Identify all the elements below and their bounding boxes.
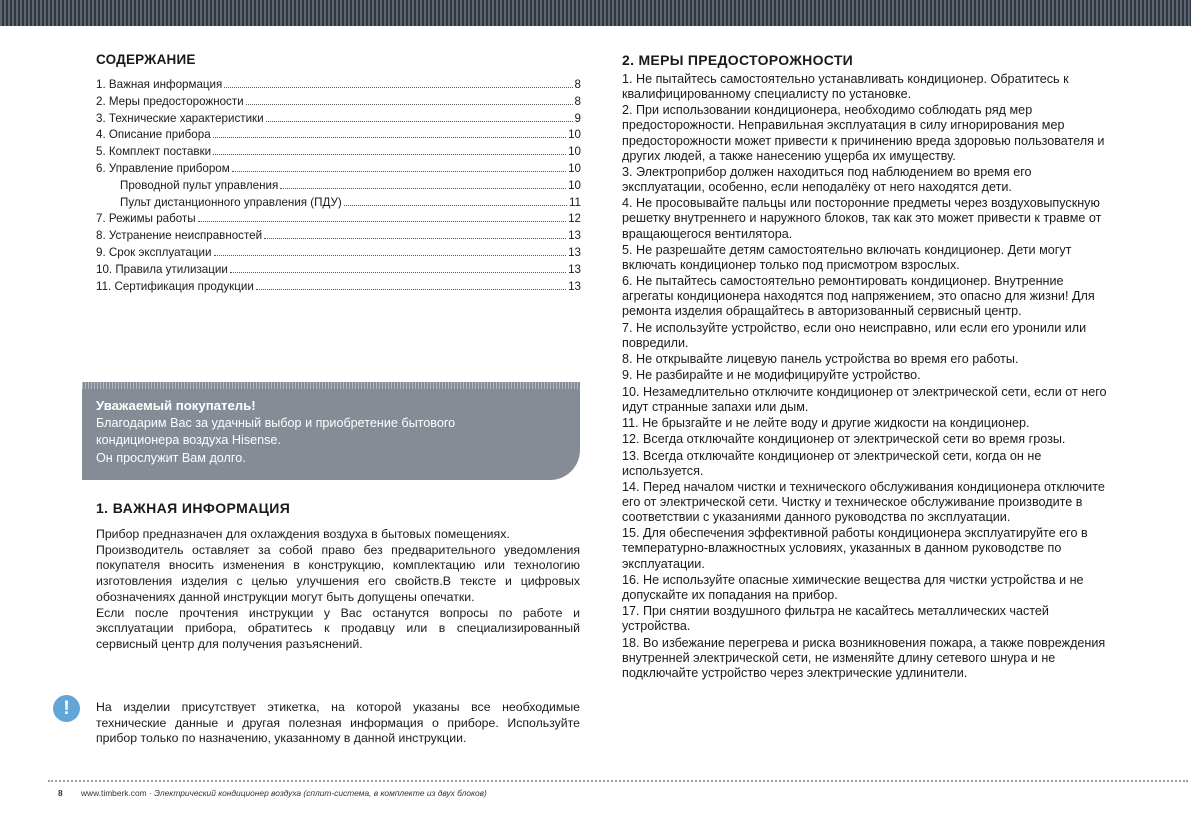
toc-item-label: Проводной пульт управления bbox=[120, 178, 279, 192]
toc-subitem[interactable] bbox=[96, 178, 581, 195]
toc-item[interactable] bbox=[96, 77, 581, 94]
section-1-body bbox=[96, 527, 580, 653]
toc-item-label: Пульт дистанционного управления (ПДУ) bbox=[120, 195, 342, 209]
precaution-item: 11. Не брызгайте и не лейте воду и другие жидкости на кондиционер. bbox=[622, 415, 1030, 430]
toc-item-page: 13 bbox=[568, 262, 581, 276]
toc-leader bbox=[224, 87, 572, 88]
toc-list bbox=[96, 77, 581, 295]
toc-item-page: 8 bbox=[574, 78, 581, 91]
toc-leader bbox=[256, 289, 566, 290]
footer-separator: · bbox=[146, 788, 155, 798]
precaution-item: 9. Не разбирайте и не модифицируйте устройство. bbox=[622, 368, 921, 383]
toc-item-page: 10 bbox=[568, 145, 581, 159]
precaution-item: 1. Не пытайтесь самостоятельно устанавливать кондиционер. Обратитесь к квалифицированному специалисту по установке. bbox=[622, 72, 1069, 102]
toc-leader bbox=[213, 137, 566, 138]
toc-item-label: 2. Меры предосторожности bbox=[96, 94, 244, 108]
toc-leader bbox=[198, 221, 567, 222]
banner-stripes bbox=[82, 382, 580, 389]
toc-title: СОДЕРЖАНИЕ bbox=[96, 52, 196, 67]
toc-item-page: 8 bbox=[574, 94, 581, 108]
precaution-item: 16. Не используйте опасные химические вещества для чистки устройства и не допускайте их попадания на прибор. bbox=[622, 572, 1084, 602]
toc-item-label: 10. Правила утилизации bbox=[96, 262, 228, 276]
toc-item-label: 5. Комплект поставки bbox=[96, 145, 212, 159]
toc-leader bbox=[280, 188, 566, 189]
precaution-item: 15. Для обеспечения эффективной работы кондиционера эксплуатируйте его в температурно-влажностных условиях, указанных в данном руководстве по эксплуатации. bbox=[622, 526, 1088, 571]
exclamation-icon: ! bbox=[53, 695, 80, 722]
toc-item-page: 10 bbox=[568, 128, 581, 142]
precaution-item: 6. Не пытайтесь самостоятельно ремонтировать кондиционер. Внутренние агрегаты кондиционера находятся под напряжением, это опасно для жизни! Для ремонта изделия обращайтесь в авторизованный сервисный центр. bbox=[622, 274, 1095, 319]
toc-leader bbox=[344, 205, 567, 206]
toc-leader bbox=[214, 255, 567, 256]
paragraph: Прибор предназначен для охлаждения воздуха в бытовых помещениях. bbox=[96, 527, 510, 541]
toc-item-label: 11. Сертификация продукции bbox=[96, 279, 254, 293]
precaution-item: 18. Во избежание перегрева и риска возникновения пожара, а также повреждения внутренней электрической сети, не изменяйте длину сетевого шнура и не подключайте устройство через электрические удлинители. bbox=[622, 635, 1106, 680]
section-2 bbox=[622, 52, 1110, 682]
toc-leader bbox=[264, 238, 566, 239]
banner-line: кондиционера воздуха Hisense. bbox=[96, 433, 281, 448]
toc-item-page: 13 bbox=[568, 229, 581, 243]
toc-leader bbox=[213, 154, 566, 155]
precaution-item: 3. Электроприбор должен находиться под наблюдением во время его эксплуатации, особенно, если неподалёку от него находятся дети. bbox=[622, 164, 1032, 195]
toc-item[interactable] bbox=[96, 262, 581, 279]
header-stripe-bar bbox=[0, 0, 1191, 26]
banner-line: Благодарим Вас за удачный выбор и приобретение бытового bbox=[96, 415, 456, 430]
page-footer bbox=[58, 788, 487, 798]
toc-item[interactable] bbox=[96, 144, 581, 161]
toc-item-label: 7. Режимы работы bbox=[96, 212, 196, 226]
toc-subitem[interactable] bbox=[96, 195, 581, 212]
paragraph: Производитель оставляет за собой право без предварительного уведомления покупателя вносить изменения в конструкцию, комплектацию или технологию изготовления изделия с целью улучшения его свойств.В тексте и цифровых обозначениях данной инструкции могут быть допущены опечатки. bbox=[96, 542, 580, 604]
note-text: На изделии присутствует этикетка, на которой указаны все необходимые технические данные и другая полезная информация о приборе. Используйте прибор только по назначению, указанному в данной инструкции. bbox=[96, 700, 580, 746]
toc-item-label: 8. Устранение неисправностей bbox=[96, 229, 263, 243]
toc-item-page: 10 bbox=[568, 178, 581, 192]
toc-item-page: 9 bbox=[574, 111, 581, 125]
toc-leader bbox=[230, 272, 566, 273]
table-of-contents bbox=[96, 52, 581, 295]
toc-item-label: 4. Описание прибора bbox=[96, 128, 211, 142]
toc-item-page: 12 bbox=[568, 212, 581, 226]
precaution-item: 12. Всегда отключайте кондиционер от электрической сети во время грозы. bbox=[622, 432, 1066, 447]
banner-title: Уважаемый покупатель! bbox=[96, 398, 256, 413]
section-1-title: 1. ВАЖНАЯ ИНФОРМАЦИЯ bbox=[96, 500, 291, 516]
banner-line: Он прослужит Вам долго. bbox=[96, 450, 246, 465]
toc-item-label: 6. Управление прибором bbox=[96, 161, 230, 175]
paragraph: Если после прочтения инструкции у Вас останутся вопросы по работе и эксплуатации прибора, обратитесь к продавцу или в специализированный сервисный центр для получения разъяснений. bbox=[96, 605, 580, 651]
banner-body bbox=[82, 389, 580, 467]
toc-item[interactable] bbox=[96, 127, 581, 144]
toc-item[interactable] bbox=[96, 161, 581, 178]
toc-item-label: 1. Важная информация bbox=[96, 78, 223, 91]
toc-item[interactable] bbox=[96, 211, 581, 228]
page-number: 8 bbox=[58, 788, 63, 798]
precaution-item: 8. Не открывайте лицевую панель устройства во время его работы. bbox=[622, 352, 1019, 366]
toc-item[interactable] bbox=[96, 94, 581, 111]
toc-item-page: 13 bbox=[568, 245, 581, 259]
precautions-list bbox=[622, 72, 1110, 681]
toc-item[interactable] bbox=[96, 245, 581, 262]
toc-item-label: 9. Срок эксплуатации bbox=[96, 245, 212, 259]
toc-item[interactable] bbox=[96, 228, 581, 245]
precaution-item: 2. При использовании кондиционера, необходимо соблюдать ряд мер предосторожности. Неправильная эксплуатация в силу игнорирования мер предосторожности может привести к причинению вреда здоровью пользователя и других людей, а также нанесению ущерба их имуществу. bbox=[622, 103, 1105, 163]
toc-leader bbox=[246, 104, 573, 105]
precaution-item: 10. Незамедлительно отключите кондиционер от электрической сети, если от него идут странные запахи или дым. bbox=[622, 384, 1107, 414]
toc-item[interactable] bbox=[96, 111, 581, 128]
footer-description: Электрический кондиционер воздуха (сплит-система, в комплекте из двух блоков) bbox=[154, 788, 487, 798]
footer-website-link[interactable]: www.timberk.com bbox=[81, 788, 147, 798]
toc-item[interactable] bbox=[96, 279, 581, 296]
precaution-item: 17. При снятии воздушного фильтра не касайтесь металлических частей устройства. bbox=[622, 604, 1049, 634]
toc-item-page: 13 bbox=[568, 279, 581, 293]
precaution-item: 5. Не разрешайте детям самостоятельно включать кондиционер. Дети могут включать кондиционер только под присмотром взрослых. bbox=[622, 242, 1072, 272]
toc-item-page: 11 bbox=[568, 195, 581, 209]
precaution-item: 14. Перед началом чистки и технического обслуживания кондиционера отключите его от электрической сети. Чистку и техническое обслуживание производите в соответствии с указаниями данного руководства по эксплуатации. bbox=[622, 479, 1105, 525]
precaution-item: 4. Не просовывайте пальцы или посторонние предметы через воздуховыпускную решетку внутреннего и наружного блоков, так как это может привести к травме от вращающегося вентилятора. bbox=[622, 196, 1102, 241]
toc-leader bbox=[232, 171, 566, 172]
footer-divider bbox=[48, 780, 1188, 782]
greeting-banner bbox=[82, 382, 580, 480]
toc-item-page: 10 bbox=[568, 161, 581, 175]
toc-leader bbox=[266, 121, 573, 122]
precaution-item: 13. Всегда отключайте кондиционер от электрической сети, когда он не используется. bbox=[622, 448, 1042, 478]
precaution-item: 7. Не используйте устройство, если оно неисправно, или если его уронили или повредили. bbox=[622, 320, 1087, 350]
toc-item-label: 3. Технические характеристики bbox=[96, 111, 264, 125]
section-2-title: 2. МЕРЫ ПРЕДОСТОРОЖНОСТИ bbox=[622, 52, 854, 68]
